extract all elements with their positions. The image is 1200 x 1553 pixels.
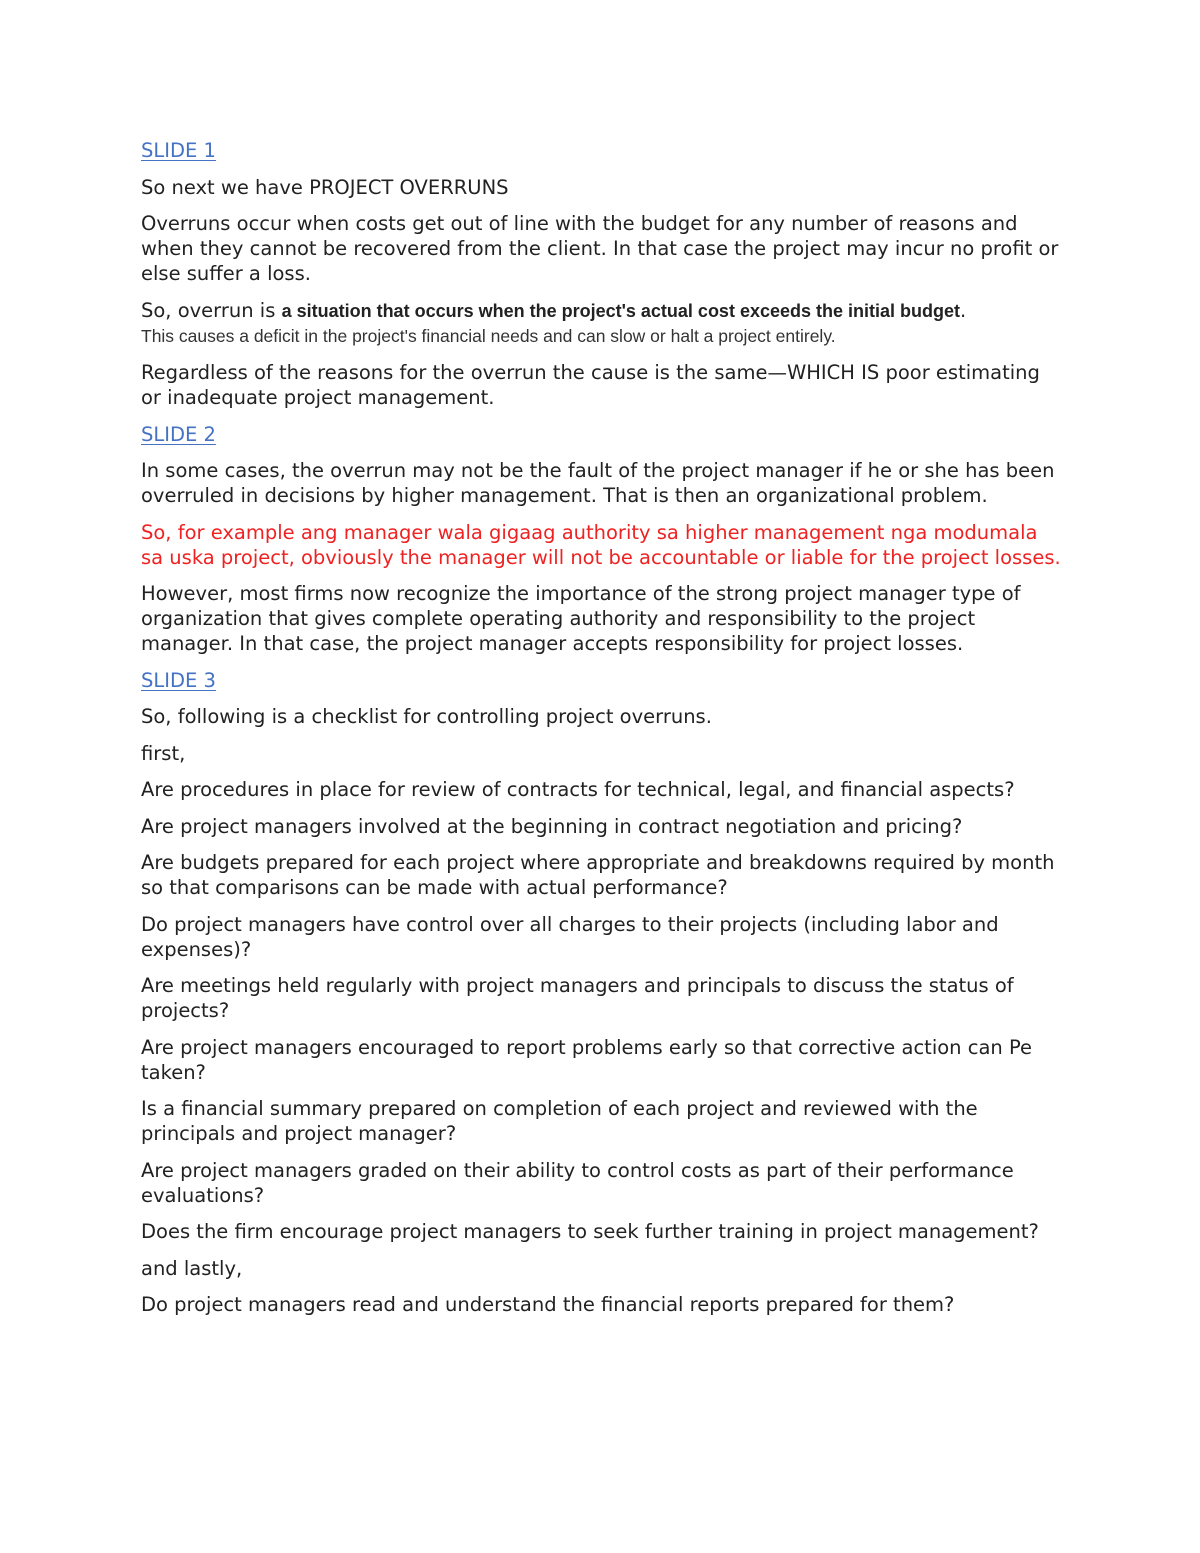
overrun-summary-prefix: So, overrun is xyxy=(141,298,282,322)
slide-2-heading: SLIDE 2 xyxy=(141,422,216,446)
overrun-summary-bold: a situation that occurs when the project's actual cost exceeds the initial budget xyxy=(281,300,960,321)
checklist-item: Do project managers have control over all charges to their projects (including labor and expenses)? xyxy=(141,912,999,961)
slide-1-overruns-definition: Overruns occur when costs get out of line with the budget for any number of reasons and when they cannot be recovered from the client. In that case the project may incur no profit or else suffer a loss. xyxy=(141,212,1059,285)
slide-3-intro: So, following is a checklist for controlling project overruns. xyxy=(141,705,712,728)
checklist-final-item: Do project managers read and understand the financial reports prepared for them? xyxy=(141,1293,955,1316)
slide-3-lastly: and lastly, xyxy=(141,1256,243,1280)
slide-1-overrun-summary xyxy=(141,298,1061,324)
checklist-item: Are project managers involved at the beginning in contract negotiation and pricing? xyxy=(141,814,963,838)
overrun-summary-suffix: . xyxy=(960,298,967,322)
slide-1-deficit-note: This causes a deficit in the project's financial needs and can slow or halt a project entirely. xyxy=(141,325,836,346)
slide-3-first: first, xyxy=(141,741,186,765)
slide-2-responsibility: However, most firms now recognize the importance of the strong project manager type of organization that gives complete operating authority and responsibility to the project manager. In that case, the project manager accepts responsibility for project losses. xyxy=(141,582,1021,655)
checklist-item: Does the firm encourage project managers to seek further training in project management? xyxy=(141,1220,1039,1243)
slide-1-cause: Regardless of the reasons for the overrun the cause is the same—WHICH IS poor estimating or inadequate project management. xyxy=(141,361,1040,409)
slide-2-example: So, for example ang manager wala gigaag authority sa higher management nga modumala sa uska project, obviously the manager will not be accountable or liable for the project losses. xyxy=(141,520,1061,569)
checklist-item: Is a financial summary prepared on completion of each project and reviewed with the principals and project manager? xyxy=(141,1097,978,1145)
checklist-item: Are project managers graded on their ability to control costs as part of their performance evaluations? xyxy=(141,1158,1014,1207)
slide-3-heading: SLIDE 3 xyxy=(141,668,216,692)
checklist-item: Are procedures in place for review of contracts for technical, legal, and financial aspects? xyxy=(141,778,1015,801)
checklist-item: Are budgets prepared for each project where appropriate and breakdowns required by month so that comparisons can be made with actual performance? xyxy=(141,851,1055,899)
document-page xyxy=(141,138,1061,1329)
checklist-item: Are project managers encouraged to report problems early so that corrective action can Pe taken? xyxy=(141,1035,1033,1084)
slide-1-intro: So next we have PROJECT OVERRUNS xyxy=(141,175,509,199)
checklist-item: Are meetings held regularly with project managers and principals to discuss the status of projects? xyxy=(141,974,1014,1022)
slide-1-heading: SLIDE 1 xyxy=(141,139,216,162)
slide-2-fault: In some cases, the overrun may not be the fault of the project manager if he or she has been overruled in decisions by higher management. That is then an organizational problem. xyxy=(141,459,1055,507)
